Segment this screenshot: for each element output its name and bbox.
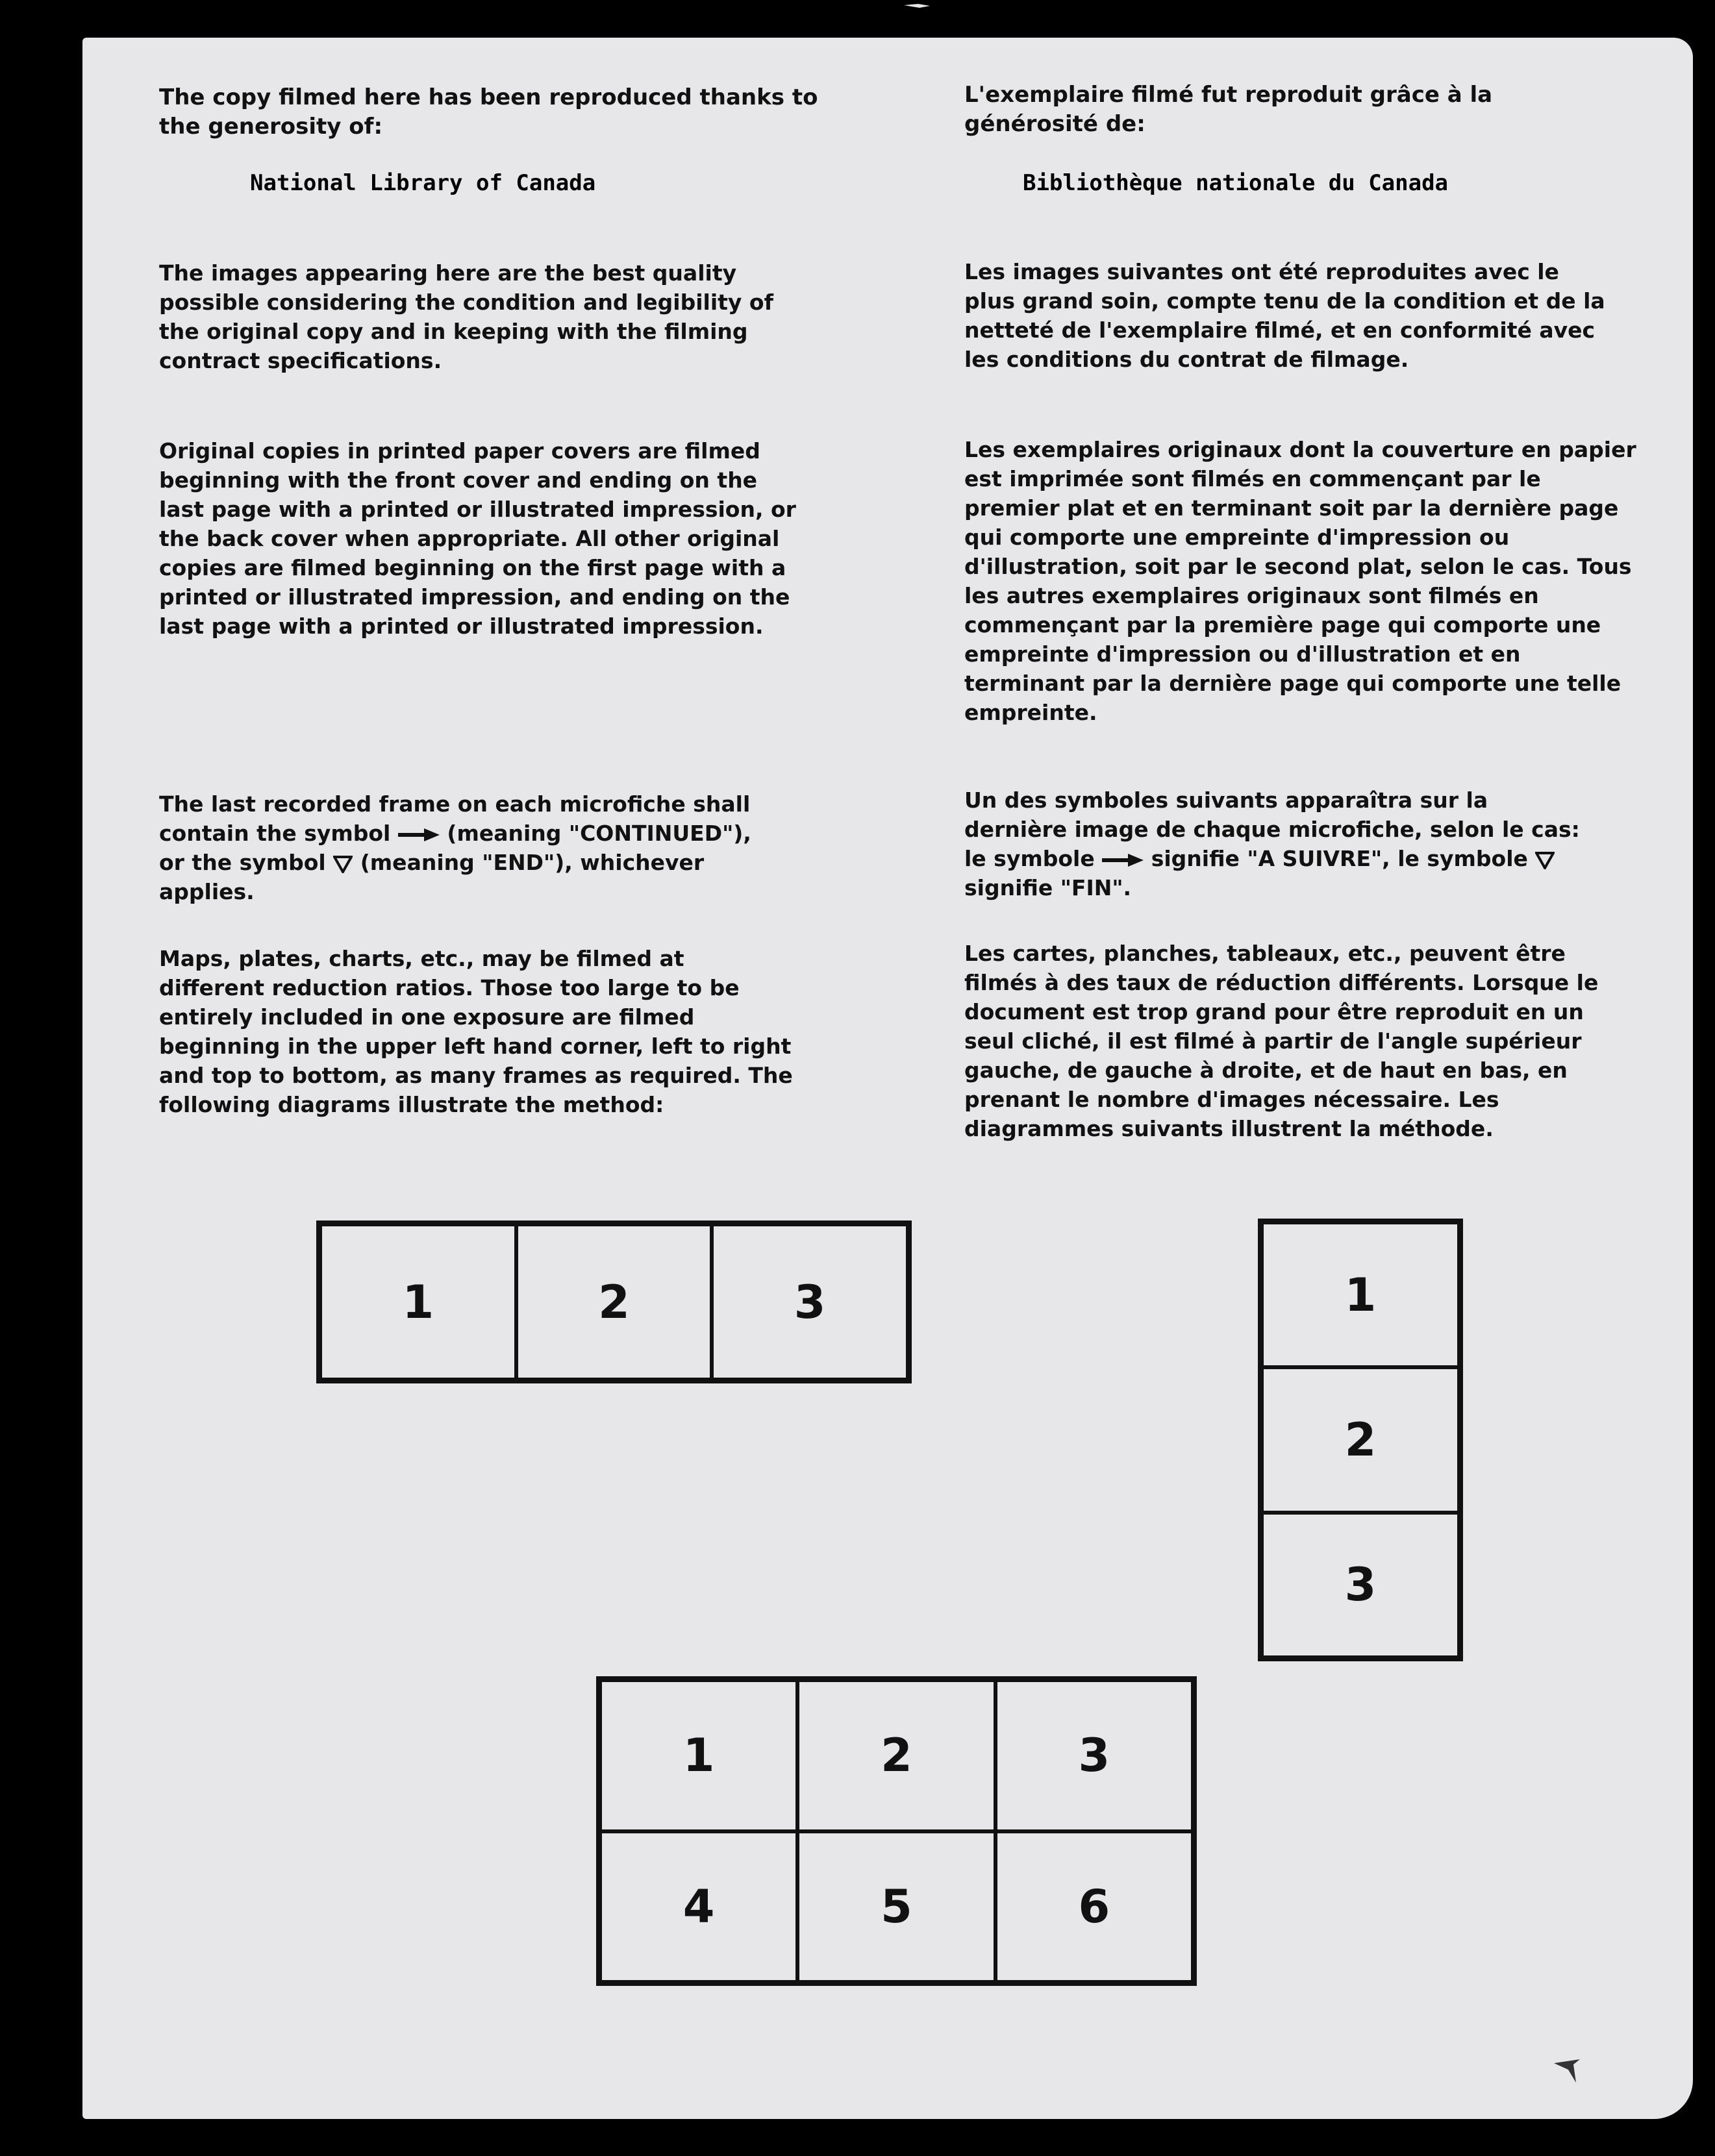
- frame-cell: 3: [712, 1224, 908, 1380]
- english-quality-paragraph: The images appearing here are the best quality possible considering the condition and legibility of the original copy and in keeping with the filming contract specifications.: [159, 260, 773, 373]
- top-edge-mark: [904, 0, 930, 9]
- english-covers-paragraph: Original copies in printed paper covers are filmed beginning with the front cover and ending on the last page with a printed or illustrated impression, or the back cover when appropriate. All other original copies are filmed beginning on the first page with a printed or illustrated impression, and ending on the last page with a printed or illustrated impression.: [159, 438, 796, 639]
- french-maps-paragraph: Les cartes, planches, tableaux, etc., peuvent être filmés à des taux de réduction différents. Lorsque le document est trop grand pour être reproduit en un seul cliché, il est filmé à partir de l'angle supérieur gauche, de gauche à droite, et de haut en bas, en prenant le nombre d'images nécessaire. Les diagrammes suivants illustrent la méthode.: [964, 941, 1599, 1141]
- corner-mark: [1554, 2059, 1584, 2085]
- frame-cell: 5: [797, 1831, 995, 1983]
- french-library-name: Bibliothèque nationale du Canada: [1023, 170, 1449, 196]
- frame-cell: 1: [320, 1224, 516, 1380]
- frame-cell: 1: [1262, 1222, 1459, 1367]
- frame-cell: 1: [600, 1680, 797, 1831]
- frame-cell: 4: [600, 1831, 797, 1983]
- fin-triangle-icon: [1535, 851, 1555, 869]
- frame-cell: 3: [995, 1680, 1193, 1831]
- frame-cell: 6: [995, 1831, 1193, 1983]
- diagram-grid-frames: [596, 1676, 1197, 1986]
- english-maps-paragraph: Maps, plates, charts, etc., may be filmed at different reduction ratios. Those too large to be entirely included in one exposure are filmed beginning in the upper left hand corner, left to right and top to bottom, as many frames as required. The following diagrams illustrate the method:: [159, 946, 793, 1117]
- diagram-horizontal-frames: [316, 1220, 912, 1383]
- french-covers-paragraph: Les exemplaires originaux dont la couverture en papier est imprimée sont filmés en commençant par le premier plat et en terminant soit par la dernière page qui comporte une empreinte d'impression ou d'illustration, soit par le second plat, selon le cas. Tous les autres exemplaires originaux sont filmés en commençant par la première page qui comporte une empreinte d'impression ou d'illustration et en terminant par la dernière page qui comporte une telle empreinte.: [964, 437, 1636, 725]
- frame-cell: 3: [1262, 1513, 1459, 1657]
- french-symbol-paragraph: Un des symboles suivants apparaîtra sur la dernière image de chaque microfiche, selon le cas: le symbole signifie "A SUIVRE", le symbole signifie "FIN".: [964, 787, 1580, 900]
- french-quality-paragraph: Les images suivantes ont été reproduites avec le plus grand soin, compte tenu de la condition et de la netteté de l'exemplaire filmé, et en conformité avec les conditions du contrat de filmage.: [964, 259, 1605, 372]
- end-triangle-icon: [333, 855, 353, 873]
- english-intro: The copy filmed here has been reproduced thanks to the generosity of:: [159, 84, 818, 140]
- diagram-vertical-frames: [1258, 1219, 1463, 1661]
- frame-cell: 2: [516, 1224, 712, 1380]
- a-suivre-arrow-icon: [1102, 854, 1144, 867]
- frame-cell: 2: [797, 1680, 995, 1831]
- frame-cell: 2: [1262, 1367, 1459, 1512]
- english-symbol-paragraph: The last recorded frame on each microfiche shall contain the symbol (meaning "CONTINUED"), or the symbol (meaning "END"), whichever applies.: [159, 791, 751, 904]
- english-library-name: National Library of Canada: [250, 170, 596, 196]
- french-intro: L'exemplaire filmé fut reproduit grâce à la générosité de:: [964, 82, 1493, 137]
- continued-arrow-icon: [398, 828, 440, 841]
